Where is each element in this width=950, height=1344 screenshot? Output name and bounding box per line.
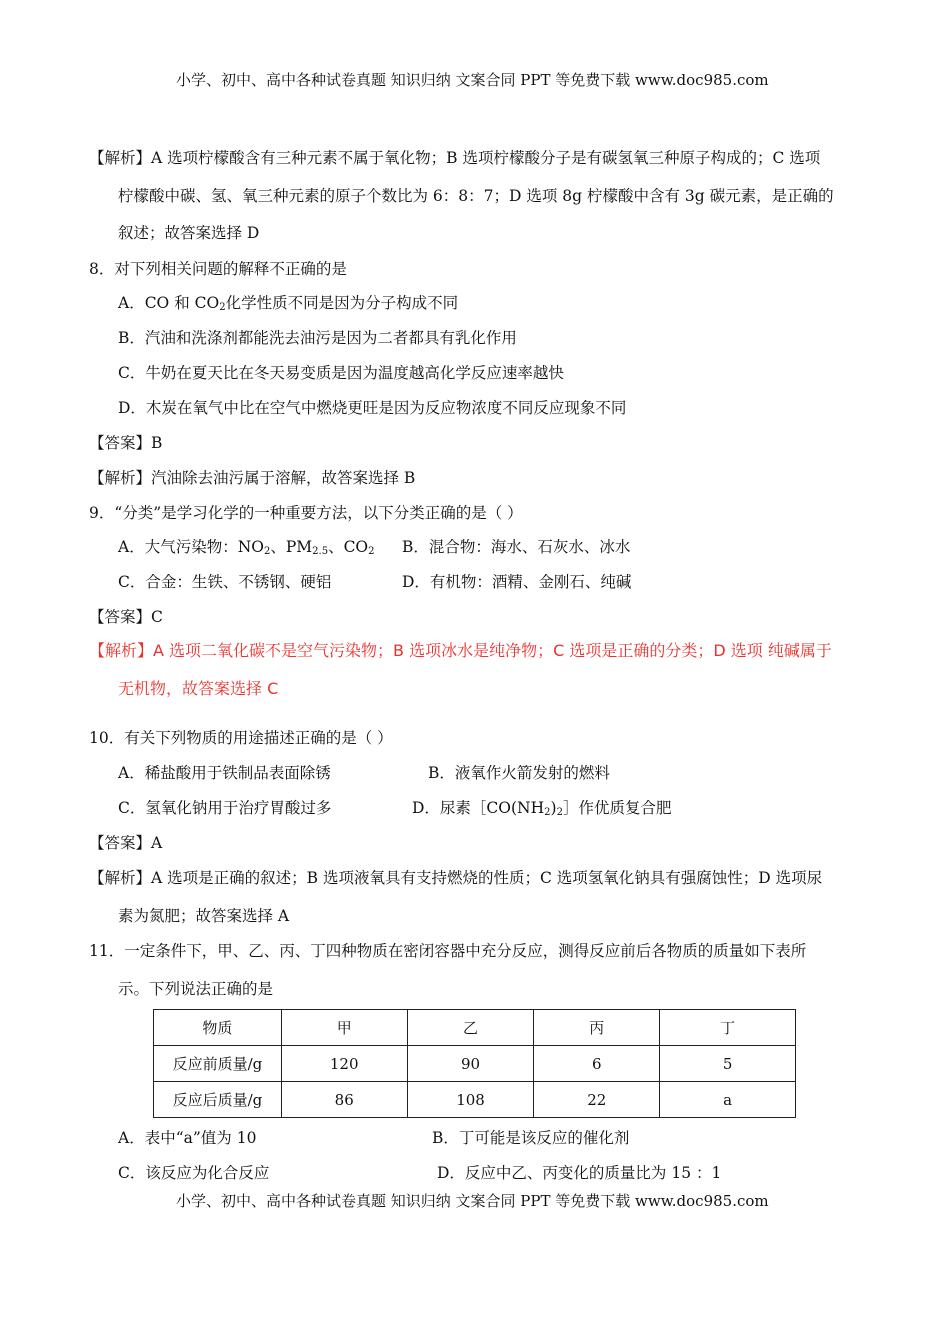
table-cell: 反应前质量/g [154, 1046, 282, 1082]
table-cell: 90 [407, 1046, 534, 1082]
q9-analysis-line-1: 【解析】A 选项二氧化碳不是空气污染物；B 选项冰水是纯净物；C 选项是正确的分类；D 选项 纯碱属于 [89, 641, 832, 660]
table-header-cell: 物质 [154, 1010, 282, 1046]
q10-answer: 【答案】A [89, 834, 163, 852]
q11-stem-line-2: 示。下列说法正确的是 [118, 980, 274, 998]
table-cell: 5 [660, 1046, 796, 1082]
q9-option-a: A．大气污染物：$NO_2$、$PM_{2.5}$、$CO_2$ [118, 538, 375, 557]
q8-answer: 【答案】B [89, 434, 163, 452]
q9-answer: 【答案】C [89, 608, 163, 626]
q9-option-d: D．有机物：酒精、金刚石、纯碱 [402, 573, 632, 591]
q10-option-c: C．氢氧化钠用于治疗胃酸过多 [118, 799, 332, 817]
q8-analysis: 【解析】汽油除去油污属于溶解，故答案选择 B [89, 469, 416, 487]
q7-analysis-line-1: 【解析】A 选项柠檬酸含有三种元素不属于氧化物；B 选项柠檬酸分子是有碳氢氧三种原子构成的；C 选项 [89, 149, 821, 167]
q10-stem: 10．有关下列物质的用途描述正确的是（ ） [89, 729, 393, 747]
table-cell: 反应后质量/g [154, 1082, 282, 1118]
q11-stem-line-1: 11．一定条件下，甲、乙、丙、丁四种物质在密闭容器中充分反应，测得反应前后各物质的质量如下表所 [89, 942, 807, 960]
q10-option-d: D．尿素$[CO(NH_2)_2]$作优质复合肥 [412, 799, 672, 818]
q9-option-b: B．混合物：海水、石灰水、冰水 [402, 538, 631, 556]
table-cell: 22 [534, 1082, 660, 1118]
table-cell: 120 [281, 1046, 407, 1082]
q10-option-a: A．稀盐酸用于铁制品表面除锈 [118, 764, 331, 782]
table-cell: a [660, 1082, 796, 1118]
q11-option-d: D．反应中乙、丙变化的质量比为 15 ：1 [437, 1164, 722, 1182]
table-row [154, 1082, 796, 1118]
table-header-row [154, 1010, 796, 1046]
q8-option-a: A．CO 和 $CO_2$化学性质不同是因为分子构成不同 [118, 294, 459, 313]
table-cell: 86 [281, 1082, 407, 1118]
table-cell: 108 [407, 1082, 534, 1118]
page-header: 小学、初中、高中各种试卷真题 知识归纳 文案合同 PPT 等免费下载 www.doc985.com [176, 71, 769, 89]
q8-option-b: B．汽油和洗涤剂都能洗去油污是因为二者都具有乳化作用 [118, 329, 517, 347]
q8-option-c: C．牛奶在夏天比在冬天易变质是因为温度越高化学反应速率越快 [118, 364, 564, 382]
q10-analysis-line-1: 【解析】A 选项是正确的叙述；B 选项液氧具有支持燃烧的性质；C 选项氢氧化钠具有强腐蚀性；D 选项尿 [89, 869, 823, 887]
q9-stem: 9．“分类”是学习化学的一种重要方法，以下分类正确的是（ ） [89, 504, 523, 522]
q7-analysis-line-2: 柠檬酸中碳、氢、氧三种元素的原子个数比为 6：8：7；D 选项 8g 柠檬酸中含有 3g 碳元素，是正确的 [118, 187, 834, 205]
q11-option-b: B．丁可能是该反应的催化剂 [432, 1129, 630, 1147]
q10-analysis-line-2: 素为氮肥；故答案选择 A [118, 907, 290, 925]
page-footer: 小学、初中、高中各种试卷真题 知识归纳 文案合同 PPT 等免费下载 www.doc985.com [176, 1192, 769, 1210]
q7-analysis-line-3: 叙述；故答案选择 D [118, 224, 260, 242]
table-cell: 6 [534, 1046, 660, 1082]
table-header-cell: 甲 [281, 1010, 407, 1046]
q11-option-c: C．该反应为化合反应 [118, 1164, 270, 1182]
q9-option-c: C．合金：生铁、不锈钢、硬铝 [118, 573, 332, 591]
mass-table [153, 1009, 796, 1118]
q11-option-a: A．表中“a”值为 10 [118, 1129, 257, 1147]
q8-option-d: D．木炭在氧气中比在空气中燃烧更旺是因为反应物浓度不同反应现象不同 [118, 399, 627, 417]
q9-analysis-line-2: 无机物，故答案选择 C [118, 679, 279, 698]
table-row [154, 1046, 796, 1082]
table-header-cell: 乙 [407, 1010, 534, 1046]
q10-option-b: B．液氧作火箭发射的燃料 [428, 764, 610, 782]
table-header-cell: 丁 [660, 1010, 796, 1046]
q8-stem: 8．对下列相关问题的解释不正确的是 [89, 260, 347, 278]
table-header-cell: 丙 [534, 1010, 660, 1046]
